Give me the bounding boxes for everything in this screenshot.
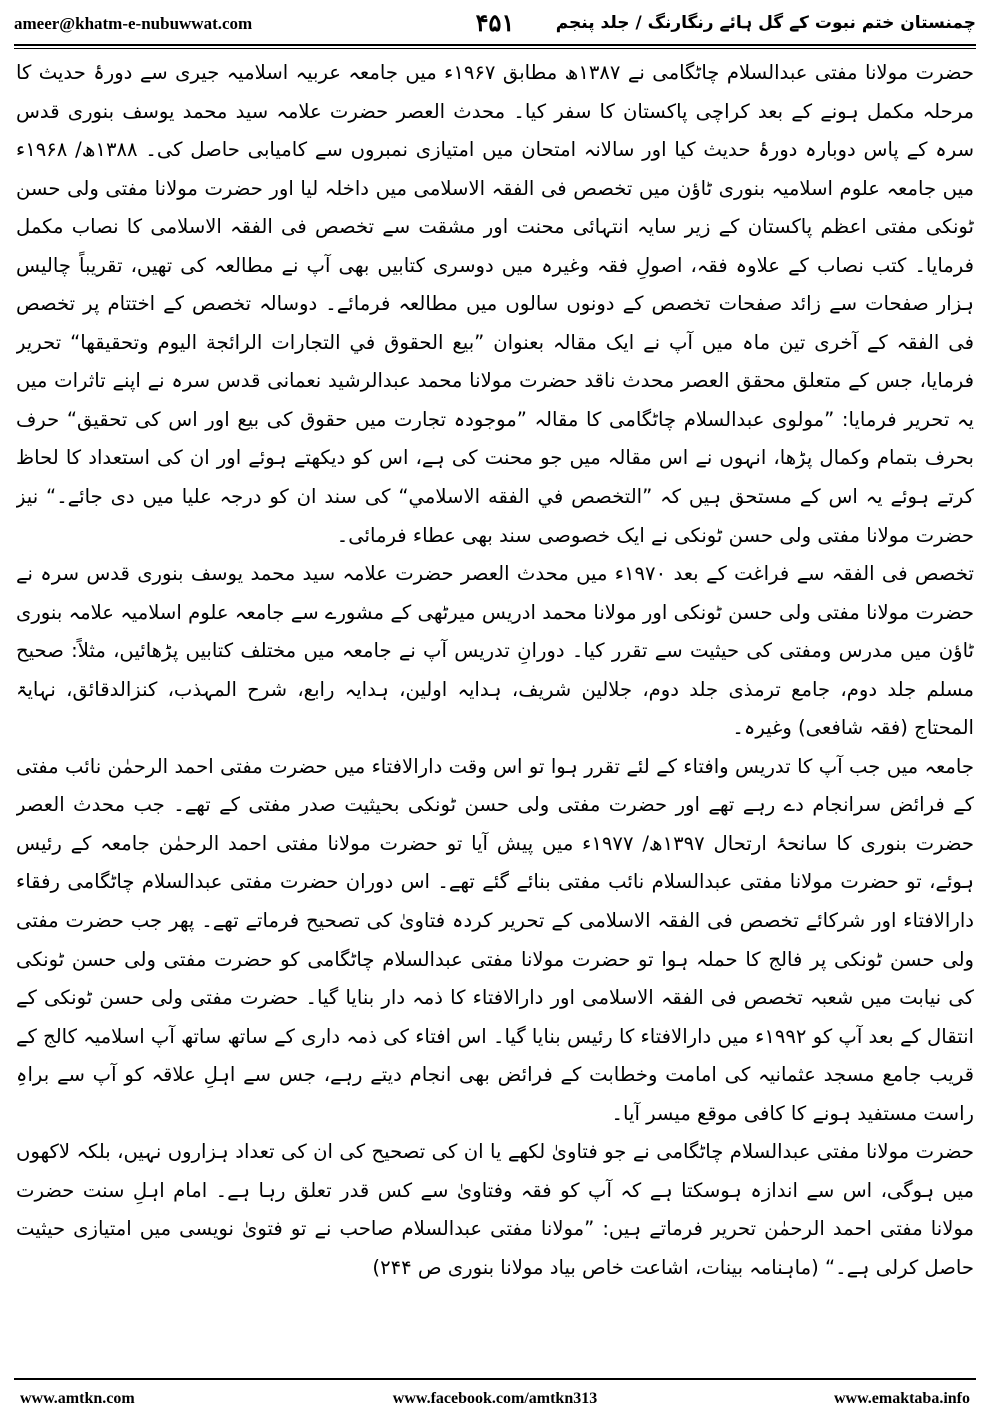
paragraph-1: حضرت مولانا مفتی عبدالسلام چاٹگامی نے ۱۳۸۷ھ مطابق ۱۹۶۷ء میں جامعہ عربیہ اسلامیہ جیری سے دورۂ حدیث کا مرحلہ مکمل ہونے کے بعد کراچی پاکستان کا سفر کیا۔ محدث العصر حضرت علامہ سید محمد یوسف بنوری قدس سرہ کے پاس دوبارہ دورۂ حدیث کیا اور سالانہ امتحان میں امتیازی نمبروں سے کامیابی حاصل کی۔ ۱۳۸۸ھ/ ۱۹۶۸ء میں جامعہ علوم اسلامیہ بنوری ٹاؤن میں تخصص فی الفقہ الاسلامی میں داخلہ لیا اور حضرت مولانا مفتی ولی حسن ٹونکی مفتی اعظم پاکستان کے زیر سایہ انتہائی محنت اور مشقت سے تخصص فی الفقہ الاسلامی کا نصاب مکمل فرمایا۔ کتب نصاب کے علاوہ فقہ، اصولِ فقہ وغیرہ میں دوسری کتابیں بھی آپ نے مطالعہ کی تھیں، تقریباً چالیس ہزار صفحات سے زائد صفحات تخصص کے دونوں سالوں میں مطالعہ فرمائے۔ دوسالہ تخصص کے اختتام پر تخصص فی الفقہ کے آخری تین ماہ میں آپ نے ایک مقالہ بعنوان ”بیع الحقوق في التجارات الرائجة اليوم وتحقيقها“ تحریر فرمایا، جس کے متعلق محقق العصر محدث ناقد حضرت مولانا محمد عبدالرشید نعمانی قدس سرہ نے اپنے تاثرات میں یہ تحریر فرمایا: ”مولوی عبدالسلام چاٹگامی کا مقالہ ”موجودہ تجارت میں حقوق کی بیع اور اس کی تحقیق“ حرف بحرف بتمام وکمال پڑھا، انہوں نے اس مقالہ میں جو محنت کی ہے، اس کو دیکھتے ہوئے اور ان کی استعداد کا لحاظ کرتے ہوئے یہ اس کے مستحق ہیں کہ ”التخصص في الفقه الاسلامي“ کی سند ان کو درجہ علیا میں دی جائے۔“ نیز حضرت مولانا مفتی ولی حسن ٹونکی نے ایک خصوصی سند بھی عطاء فرمائی۔ [16,61,974,547]
header-rule [14,44,976,46]
footer-rule [14,1378,976,1380]
header-rule-thin [14,48,976,49]
footer-link-facebook[interactable]: www.facebook.com/amtkn313 [392,1390,598,1407]
page-header [14,6,976,40]
page-number: ۴۵۱ [475,8,515,37]
book-title: چمنستان ختم نبوت کے گل ہائے رنگارنگ / جلد پنجم [555,13,976,33]
footer-link-emaktaba[interactable]: www.emaktaba.info [833,1390,970,1407]
paragraph-4: حضرت مولانا مفتی عبدالسلام چاٹگامی نے جو فتاویٰ لکھے یا ان کی تصحیح کی ان کی تعداد ہزاروں نہیں، بلکہ لاکھوں میں ہوگی، اس سے اندازہ ہوسکتا ہے کہ آپ کو فقہ وفتاویٰ سے کس قدر تعلق رہا ہے۔ امام اہلِ سنت حضرت مولانا مفتی احمد الرحمٰن تحریر فرماتے ہیں: ”مولانا مفتی عبدالسلام صاحب نے تو فتویٰ نویسی میں امتیازی حیثیت حاصل کرلی ہے۔“ (ماہنامہ بینات، اشاعت خاص بیاد مولانا بنوری ص ۲۴۴) [16,1140,974,1279]
paragraph-3: جامعہ میں جب آپ کا تدریس وافتاء کے لئے تقرر ہوا تو اس وقت دارالافتاء میں حضرت مفتی احمد الرحمٰن نائب مفتی کے فرائض سرانجام دے رہے تھے اور حضرت مفتی ولی حسن ٹونکی بحیثیت صدر مفتی کے تھے۔ جب محدث العصر حضرت بنوری کا سانحۂ ارتحال ۱۳۹۷ھ/ ۱۹۷۷ء میں پیش آیا تو حضرت مولانا مفتی احمد الرحمٰن جامعہ کے رئیس ہوئے، تو حضرت مولانا مفتی عبدالسلام نائب مفتی بنائے گئے تھے۔ اس دوران حضرت مفتی عبدالسلام چاٹگامی رفقاء دارالافتاء اور شرکائے تخصص فی الفقہ الاسلامی کے تحریر کردہ فتاویٰ کی تصحیح فرماتے تھے۔ پھر جب حضرت مفتی ولی حسن ٹونکی پر فالج کا حملہ ہوا تو حضرت مولانا مفتی عبدالسلام چاٹگامی کو حضرت مفتی ولی حسن ٹونکی کی نیابت میں شعبہ تخصص فی الفقہ الاسلامی اور دارالافتاء کا ذمہ دار بنایا گیا۔ حضرت مفتی ولی حسن ٹونکی کے انتقال کے بعد آپ کو ۱۹۹۲ء میں دارالافتاء کا رئیس بنایا گیا۔ اس افتاء کی ذمہ داری کے ساتھ ساتھ آپ اسلامیہ کالج کے قریب جامع مسجد عثمانیہ کی امامت وخطابت کے فرائض بھی انجام دیتے رہے، جس سے اہلِ علاقہ کو آپ سے براہِ راست مستفید ہونے کا کافی موقع میسر آیا۔ [16,754,974,1125]
footer-link-amtkn[interactable]: www.amtkn.com [20,1390,135,1407]
article-body [16,54,974,1366]
page-footer [14,1388,976,1414]
paragraph-2: تخصص فی الفقہ سے فراغت کے بعد ۱۹۷۰ء میں محدث العصر حضرت علامہ سید محمد یوسف بنوری قدس سرہ نے حضرت مولانا مفتی ولی حسن ٹونکی اور مولانا محمد ادریس میرٹھی کے مشورے سے جامعہ علوم اسلامیہ علامہ بنوری ٹاؤن میں مدرس ومفتی کی حیثیت سے تقرر کیا۔ دورانِ تدریس آپ نے جامعہ میں مختلف کتابیں پڑھائیں، مثلاً: صحیح مسلم جلد دوم، جامع ترمذی جلد دوم، جلالین شریف، ہدایہ اولین، ہدایہ رابع، شرح المہذب، کنزالدقائق، نہایۃ المحتاج (فقہ شافعی) وغیرہ۔ [16,562,974,740]
header-email[interactable]: ameer@khatm-e-nubuwwat.com [14,14,253,33]
